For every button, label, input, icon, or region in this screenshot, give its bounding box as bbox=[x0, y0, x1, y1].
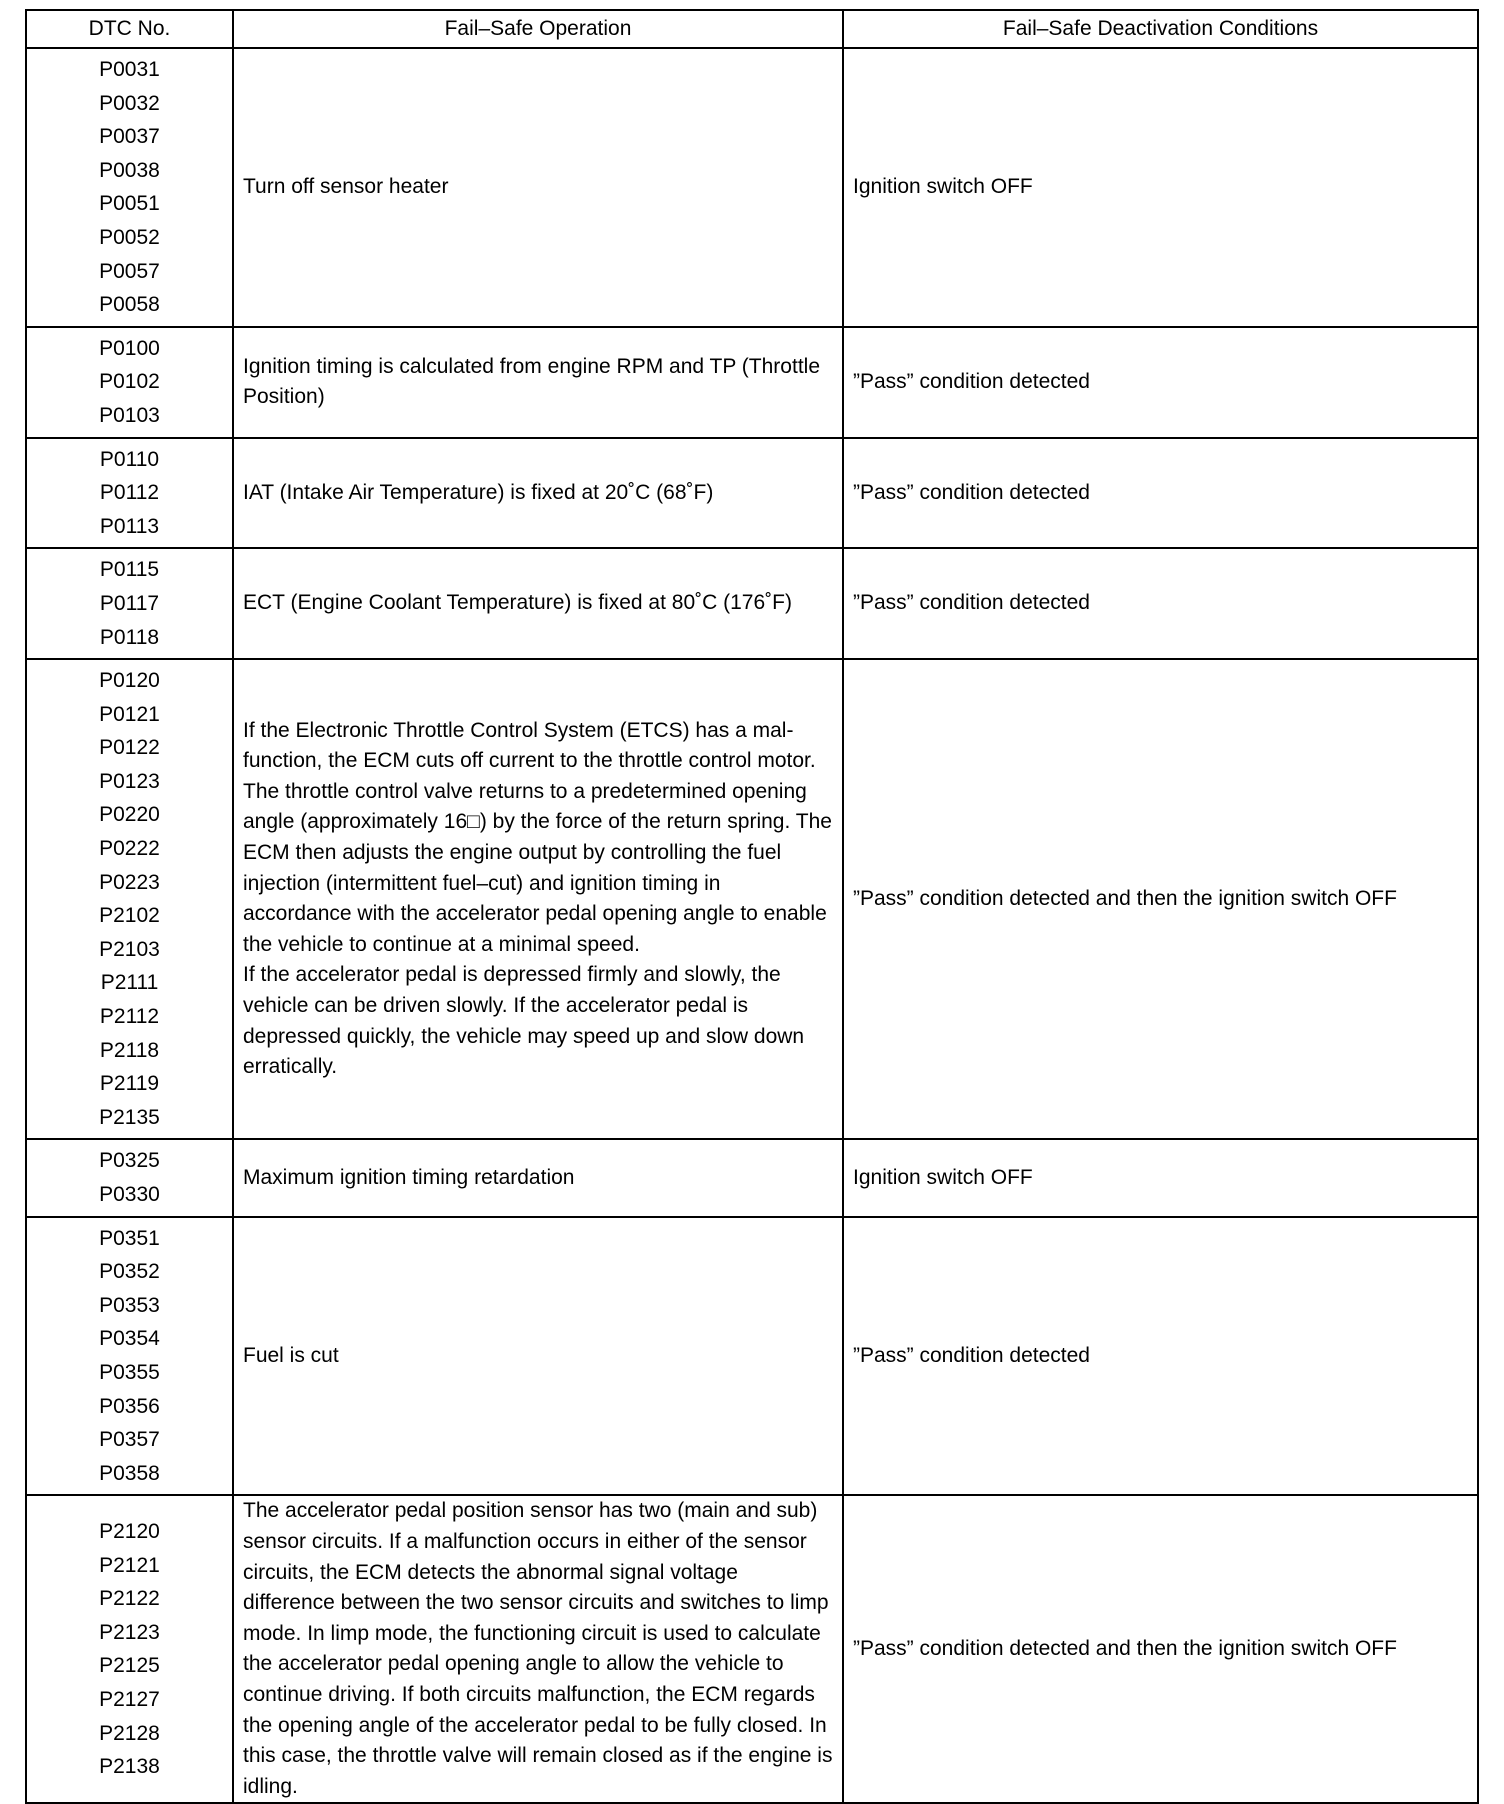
dtc-code: P0032 bbox=[99, 91, 160, 115]
fail-safe-table bbox=[25, 9, 1479, 1804]
table-row bbox=[26, 438, 1478, 549]
deactivation-condition-cell: ”Pass” condition detected bbox=[843, 327, 1478, 438]
operation-text: The accelerator pedal position sensor has two (main and sub) sensor circuits. If a malfunction occurs in either of the sensor circuits, the ECM detects the abnormal signal voltage difference between the two sensor circuits and switches to limp mode. In limp mode, the functioning circuit is used to calculate the accelerator pedal opening angle to allow the vehicle to continue driving. If both circuits malfunction, the ECM regards the opening angle of the accelerator pedal to be fully closed. In this case, the throttle valve will remain closed as if the engine is idling. bbox=[243, 1499, 833, 1798]
operation-text: If the accelerator pedal is depressed firmly and slowly, the vehicle can be driven slowly. If the accelerator pedal is depressed quickly, the vehicle may speed up and slow down erratically. bbox=[243, 963, 805, 1079]
dtc-code: P0118 bbox=[99, 625, 160, 649]
dtc-code: P0115 bbox=[99, 558, 160, 582]
dtc-code: P0110 bbox=[99, 447, 160, 471]
dtc-code: P0117 bbox=[99, 591, 160, 615]
operation-text: IAT (Intake Air Temperature) is fixed at 20˚C (68˚F) bbox=[243, 480, 714, 504]
fail-safe-operation-cell bbox=[233, 659, 843, 1139]
header-row bbox=[26, 10, 1478, 48]
operation-text: Fuel is cut bbox=[243, 1343, 339, 1367]
dtc-code: P0058 bbox=[99, 293, 160, 317]
dtc-code: P0103 bbox=[99, 403, 160, 427]
table-row bbox=[26, 1495, 1478, 1803]
deactivation-condition-cell: ”Pass” condition detected bbox=[843, 1217, 1478, 1496]
dtc-code: P0038 bbox=[99, 158, 160, 182]
header-deactivation-conditions: Fail–Safe Deactivation Conditions bbox=[843, 10, 1478, 48]
operation-text: Turn off sensor heater bbox=[243, 175, 449, 199]
dtc-code: P0123 bbox=[99, 769, 160, 793]
deactivation-condition-cell: Ignition switch OFF bbox=[843, 48, 1478, 327]
fail-safe-operation-cell bbox=[233, 548, 843, 659]
dtc-codes-cell bbox=[26, 659, 233, 1139]
fail-safe-operation-cell bbox=[233, 438, 843, 549]
dtc-code: P2135 bbox=[99, 1105, 160, 1129]
dtc-code: P2127 bbox=[99, 1687, 160, 1711]
dtc-code: P2103 bbox=[99, 937, 160, 961]
dtc-codes-cell bbox=[26, 1217, 233, 1496]
dtc-code: P2118 bbox=[99, 1038, 160, 1062]
table-row bbox=[26, 659, 1478, 1139]
dtc-code: P0354 bbox=[99, 1327, 160, 1351]
dtc-codes-cell bbox=[26, 1139, 233, 1216]
dtc-codes-cell bbox=[26, 1495, 233, 1803]
dtc-code: P2119 bbox=[99, 1072, 160, 1096]
table-row bbox=[26, 48, 1478, 327]
deactivation-condition-cell: Ignition switch OFF bbox=[843, 1139, 1478, 1216]
dtc-code: P0330 bbox=[99, 1183, 160, 1206]
dtc-code: P0355 bbox=[99, 1360, 160, 1384]
operation-text: ECT (Engine Coolant Temperature) is fixed at 80˚C (176˚F) bbox=[243, 591, 792, 615]
dtc-code: P0222 bbox=[99, 837, 160, 861]
table-row bbox=[26, 1217, 1478, 1496]
dtc-code: P0037 bbox=[99, 125, 160, 149]
deactivation-condition-cell: ”Pass” condition detected and then the ignition switch OFF bbox=[843, 1495, 1478, 1803]
dtc-code: P0031 bbox=[99, 58, 160, 81]
dtc-code: P0357 bbox=[99, 1428, 160, 1452]
dtc-code: P2138 bbox=[99, 1755, 160, 1779]
dtc-code: P0353 bbox=[99, 1293, 160, 1317]
dtc-code: P0325 bbox=[99, 1149, 160, 1173]
dtc-codes-cell bbox=[26, 548, 233, 659]
table-row bbox=[26, 548, 1478, 659]
dtc-code: P0220 bbox=[99, 803, 160, 827]
operation-text: If the Electronic Throttle Control System (ETCS) has a malfunction, the ECM cuts off current to the throttle control motor. The throttle control valve returns to a predetermined opening angle (approximately 16□) by the force of the return spring. The ECM then adjusts the engine output by controlling the fuel injection (intermittent fuel–cut) and ignition timing in accordance with the accelerator pedal opening angle to enable the vehicle to continue at a minimal speed. bbox=[243, 718, 832, 956]
dtc-code: P2111 bbox=[100, 971, 159, 995]
table-row bbox=[26, 327, 1478, 438]
fail-safe-operation-cell bbox=[233, 1495, 843, 1803]
dtc-code: P0120 bbox=[99, 669, 160, 693]
deactivation-condition-cell: ”Pass” condition detected bbox=[843, 438, 1478, 549]
dtc-code: P0052 bbox=[99, 225, 160, 249]
dtc-codes-cell bbox=[26, 438, 233, 549]
dtc-code: P0351 bbox=[99, 1226, 160, 1250]
dtc-code: P0121 bbox=[99, 702, 160, 726]
fail-safe-operation-cell bbox=[233, 1139, 843, 1216]
dtc-code: P0112 bbox=[99, 481, 160, 505]
dtc-code: P2121 bbox=[99, 1553, 160, 1577]
dtc-code: P0223 bbox=[99, 870, 160, 894]
dtc-code: P0102 bbox=[99, 370, 160, 394]
fail-safe-operation-cell bbox=[233, 48, 843, 327]
dtc-code: P0100 bbox=[99, 336, 160, 360]
table-row bbox=[26, 1139, 1478, 1216]
dtc-code: P0358 bbox=[99, 1461, 160, 1485]
deactivation-condition-cell: ”Pass” condition detected and then the ignition switch OFF bbox=[843, 659, 1478, 1139]
header-dtc-no: DTC No. bbox=[26, 10, 233, 48]
dtc-code: P0057 bbox=[99, 259, 160, 283]
dtc-code: P0122 bbox=[99, 736, 160, 760]
dtc-code: P0051 bbox=[99, 192, 160, 216]
fail-safe-operation-cell bbox=[233, 1217, 843, 1496]
deactivation-condition-cell: ”Pass” condition detected bbox=[843, 548, 1478, 659]
fail-safe-operation-cell bbox=[233, 327, 843, 438]
dtc-code: P2102 bbox=[99, 904, 160, 928]
dtc-code: P2122 bbox=[99, 1587, 160, 1611]
dtc-code: P0113 bbox=[99, 514, 160, 538]
operation-text: Maximum ignition timing retardation bbox=[243, 1165, 575, 1189]
dtc-code: P2128 bbox=[99, 1721, 160, 1745]
dtc-code: P0352 bbox=[99, 1260, 160, 1284]
table-body bbox=[26, 48, 1478, 1803]
dtc-codes-cell bbox=[26, 48, 233, 327]
dtc-codes-cell bbox=[26, 327, 233, 438]
dtc-code: P2123 bbox=[99, 1620, 160, 1644]
operation-text: Ignition timing is calculated from engine RPM and TP (Throttle Position) bbox=[243, 354, 820, 409]
header-fail-safe-operation: Fail–Safe Operation bbox=[233, 10, 843, 48]
dtc-code: P0356 bbox=[99, 1394, 160, 1418]
dtc-code: P2125 bbox=[99, 1654, 160, 1678]
dtc-code: P2120 bbox=[99, 1519, 160, 1543]
dtc-code: P2112 bbox=[99, 1005, 160, 1029]
